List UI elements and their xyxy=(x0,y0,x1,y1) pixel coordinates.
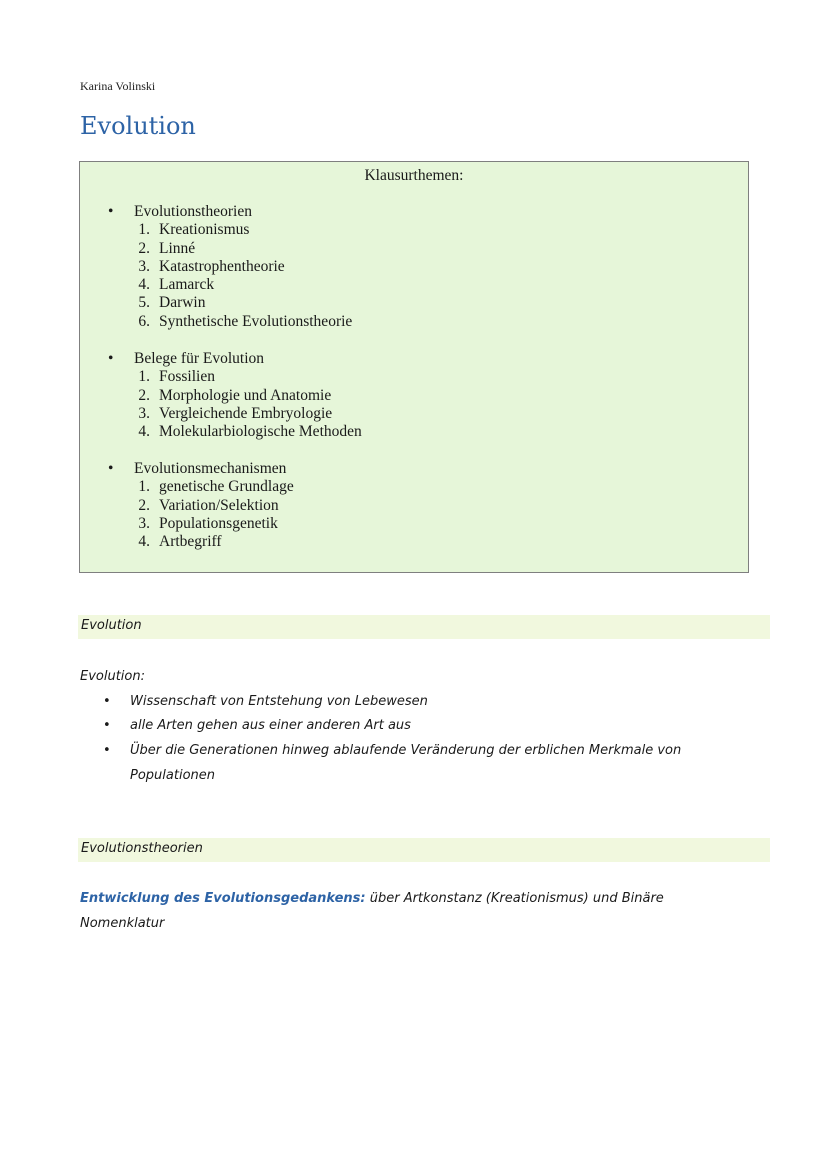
topic-item-number: 4. xyxy=(138,276,150,294)
topic-item-number: 1. xyxy=(138,221,150,239)
section-header-text: Evolution xyxy=(81,618,142,633)
topic-group-header xyxy=(80,350,748,368)
topic-group-title: Evolutionsmechanismen xyxy=(134,460,287,477)
topic-item xyxy=(80,515,748,533)
topic-item-number: 4. xyxy=(138,533,150,551)
topic-item xyxy=(80,313,748,331)
topic-group-evolutionstheorien xyxy=(80,203,748,331)
exam-topics-box xyxy=(79,161,749,573)
topic-item-number: 5. xyxy=(138,294,150,312)
bullet-icon: • xyxy=(108,460,114,477)
topic-item-label: Populationsgenetik xyxy=(159,514,278,532)
topic-item-number: 3. xyxy=(138,404,150,422)
topic-item-number: 1. xyxy=(138,478,150,496)
bullet-icon: • xyxy=(103,743,111,758)
bullet-icon: • xyxy=(108,203,114,220)
topic-item-number: 4. xyxy=(138,423,150,441)
page-title: Evolution xyxy=(80,112,196,140)
topic-item-label: Darwin xyxy=(159,294,206,312)
topic-item xyxy=(80,258,748,276)
topic-item-label: genetische Grundlage xyxy=(159,478,294,496)
topic-group-header xyxy=(80,203,748,221)
topic-group-mechanismen xyxy=(80,460,748,551)
topic-item xyxy=(80,478,748,496)
definition-item-text: Über die Generationen hinweg ablaufende Veränderung der erblichen Merkmale von xyxy=(130,743,682,758)
author-name: Karina Volinski xyxy=(80,79,156,93)
topic-item xyxy=(80,368,748,386)
topic-item xyxy=(80,423,748,441)
topic-group-belege xyxy=(80,350,748,441)
definition-item-continuation: Populationen xyxy=(130,768,216,783)
highlighted-term: Entwicklung des Evolutionsgedankens: xyxy=(80,891,366,906)
topic-item-number: 2. xyxy=(138,239,150,257)
topic-item xyxy=(80,387,748,405)
definition-item-text: Wissenschaft von Entstehung von Lebewesen xyxy=(130,694,428,709)
topic-item-label: Variation/Selektion xyxy=(159,496,279,514)
theories-intro-continuation: Nomenklatur xyxy=(80,916,165,931)
topic-item-label: Vergleichende Embryologie xyxy=(159,404,333,422)
topic-item xyxy=(80,294,748,312)
topic-item-label: Linné xyxy=(159,239,196,257)
topic-item-label: Molekularbiologische Methoden xyxy=(159,423,362,441)
topic-item xyxy=(80,405,748,423)
topic-item xyxy=(80,240,748,258)
section-header-text: Evolutionstheorien xyxy=(81,841,203,856)
topic-group-header xyxy=(80,460,748,478)
topic-item-label: Artbegriff xyxy=(159,533,222,551)
topic-item-number: 2. xyxy=(138,386,150,404)
topic-item xyxy=(80,533,748,551)
definition-label: Evolution: xyxy=(80,669,145,684)
bullet-icon: • xyxy=(103,694,111,709)
bullet-icon: • xyxy=(108,350,114,367)
topic-item-label: Fossilien xyxy=(159,368,215,386)
exam-topics-heading: Klausurthemen: xyxy=(364,167,464,184)
topic-item-number: 6. xyxy=(138,312,150,330)
topic-item-label: Kreationismus xyxy=(159,221,250,239)
topic-item-number: 2. xyxy=(138,496,150,514)
definition-item-text: alle Arten gehen aus einer anderen Art aus xyxy=(130,718,411,733)
topic-item-number: 3. xyxy=(138,514,150,532)
topic-group-title: Belege für Evolution xyxy=(134,350,264,367)
topic-item xyxy=(80,276,748,294)
topic-item-label: Morphologie und Anatomie xyxy=(159,386,332,404)
topic-item xyxy=(80,221,748,239)
topic-group-title: Evolutionstheorien xyxy=(134,203,252,220)
section-header-evolution xyxy=(78,615,770,639)
topic-item-label: Synthetische Evolutionstheorie xyxy=(159,312,353,330)
topic-item xyxy=(80,497,748,515)
bullet-icon: • xyxy=(103,718,111,733)
topic-item-label: Lamarck xyxy=(159,276,215,294)
theories-intro-line xyxy=(80,891,664,906)
topic-item-number: 1. xyxy=(138,368,150,386)
section-header-evolutionstheorien xyxy=(78,838,770,862)
topic-item-number: 3. xyxy=(138,257,150,275)
intro-text: über Artkonstanz (Kreationismus) und Binäre xyxy=(365,891,664,906)
topic-item-label: Katastrophentheorie xyxy=(159,257,285,275)
